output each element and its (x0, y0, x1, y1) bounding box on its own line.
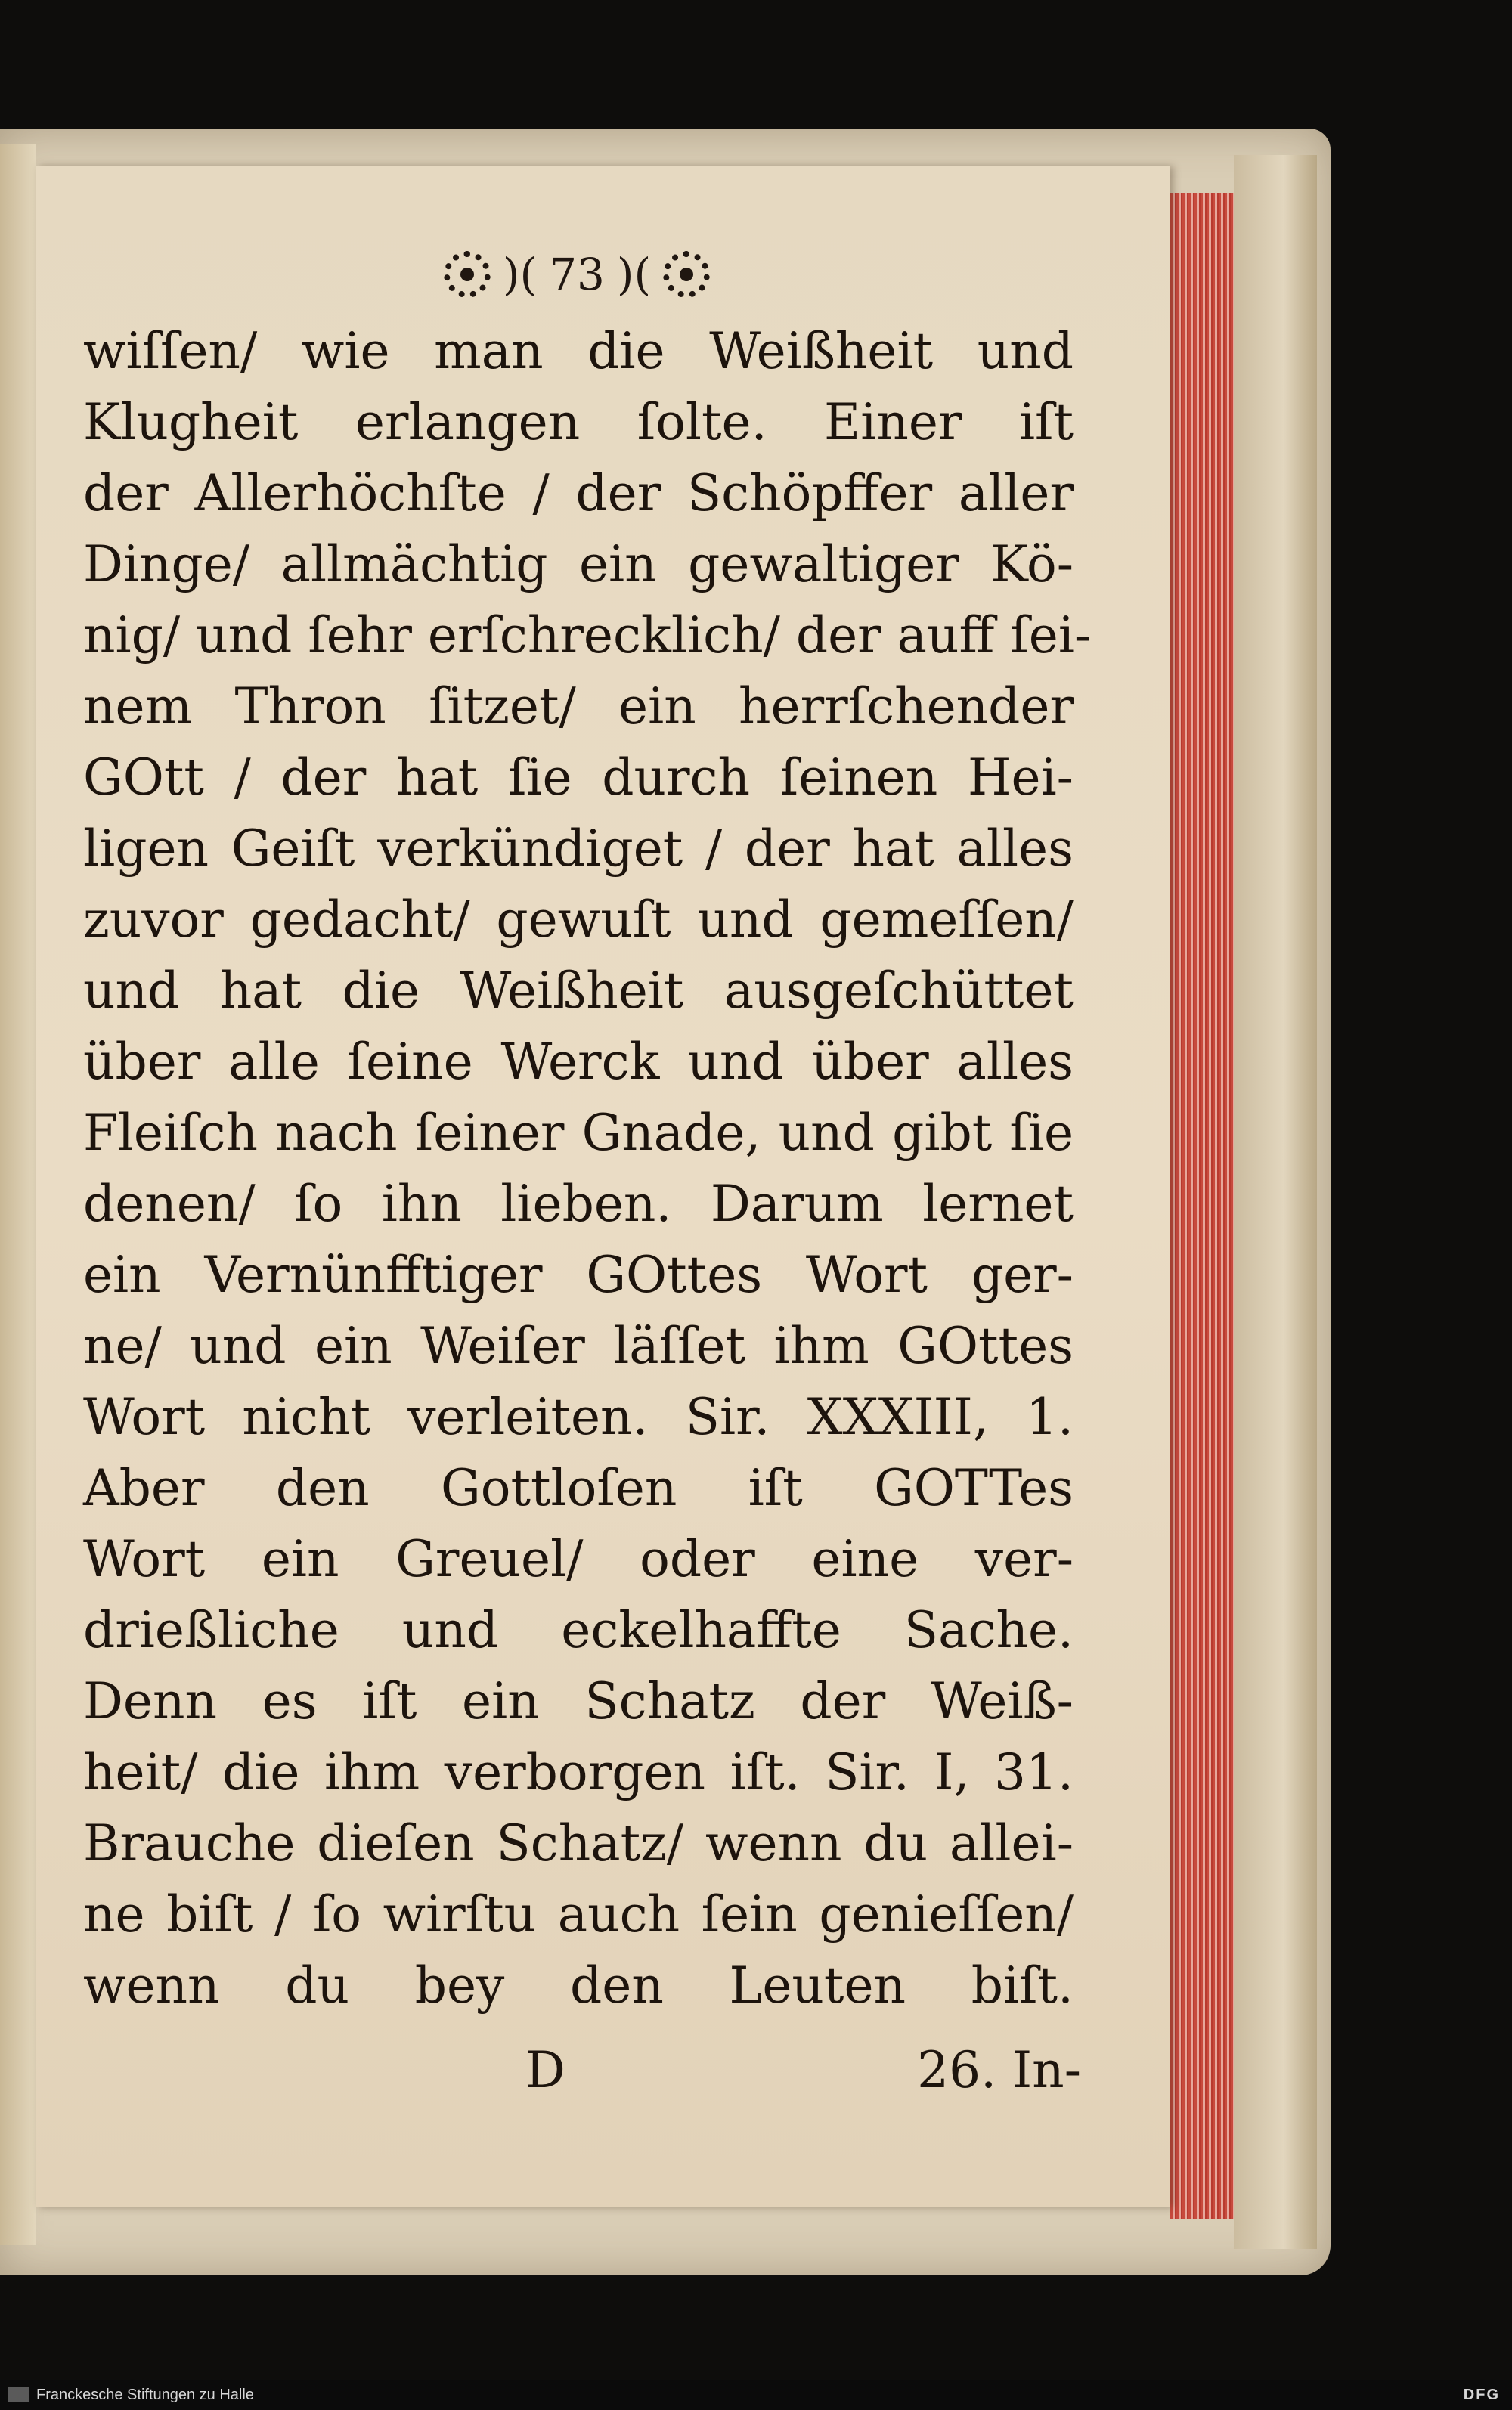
text-line: Fleiſch nach ſeiner Gnade, und gibt ſie (83, 1104, 1074, 1162)
text-line: ligen Geiſt verkündiget / der hat alles (83, 819, 1074, 878)
text-line: wiſſen/ wie man die Weißheit und (83, 322, 1074, 380)
text-line: heit/ die ihm verborgen iſt. Sir. I, 31. (83, 1743, 1074, 1801)
signature-mark: D (525, 2041, 565, 2099)
red-page-edges (1170, 193, 1234, 2219)
text-line: Aber den Gottloſen iſt GOTTes (83, 1459, 1074, 1517)
page-header (414, 240, 739, 308)
text-line: über alle ſeine Werck und über alles (83, 1033, 1074, 1091)
flower-ornament-icon (663, 251, 710, 298)
institution-logo-icon (8, 2387, 29, 2402)
catchword: 26. In- (917, 2041, 1081, 2099)
text-line: drießliche und eckelhaffte Sache. (83, 1601, 1074, 1659)
text-line: Dinge/ allmächtig ein gewaltiger Kö- (83, 535, 1074, 593)
text-line: denen/ ſo ihn lieben. Darum lernet (83, 1175, 1074, 1233)
text-line: zuvor gedacht/ gewuſt und gemeſſen/ (83, 891, 1074, 949)
credit-funder: DFG (1463, 2387, 1500, 2403)
text-line: ne/ und ein Weiſer läſſet ihm GOttes (83, 1317, 1074, 1375)
page-number: 73 (549, 249, 605, 300)
text-line: ein Vernünfftiger GOttes Wort ger- (83, 1246, 1074, 1304)
text-line: Denn es iſt ein Schatz der Weiß- (83, 1672, 1074, 1730)
text-line: Klugheit erlangen ſolte. Einer iſt (83, 393, 1074, 451)
text-line: der Allerhöchſte / der Schöpffer aller (83, 464, 1074, 522)
cover-fold (1234, 155, 1317, 2249)
credit-bar (0, 2380, 1512, 2410)
page-number-open: )( (502, 249, 538, 300)
text-line: Brauche dieſen Schatz/ wenn du allei- (83, 1814, 1074, 1873)
facing-page-edge (0, 144, 36, 2245)
text-line: nig/ und ſehr erſchrecklich/ der auff ſei- (83, 606, 1092, 664)
text-line: wenn du bey den Leuten biſt. (83, 1956, 1074, 2015)
text-line: GOtt / der hat ſie durch ſeinen Hei- (83, 748, 1074, 807)
text-line: ne biſt / ſo wirſtu auch ſein genieſſen/ (83, 1885, 1074, 1944)
page-number-close: )( (616, 249, 652, 300)
text-line: und hat die Weißheit ausgeſchüttet (83, 962, 1074, 1020)
text-line: nem Thron ſitzet/ ein herrſchender (83, 677, 1074, 736)
credit-source: Franckesche Stiftungen zu Halle (36, 2387, 254, 2403)
flower-ornament-icon (444, 251, 491, 298)
page-text (83, 316, 1092, 2021)
text-line: Wort nicht verleiten. Sir. XXXIII, 1. (83, 1388, 1074, 1446)
text-line: Wort ein Greuel/ oder eine ver- (83, 1530, 1074, 1588)
page-footer (83, 2041, 1081, 2117)
